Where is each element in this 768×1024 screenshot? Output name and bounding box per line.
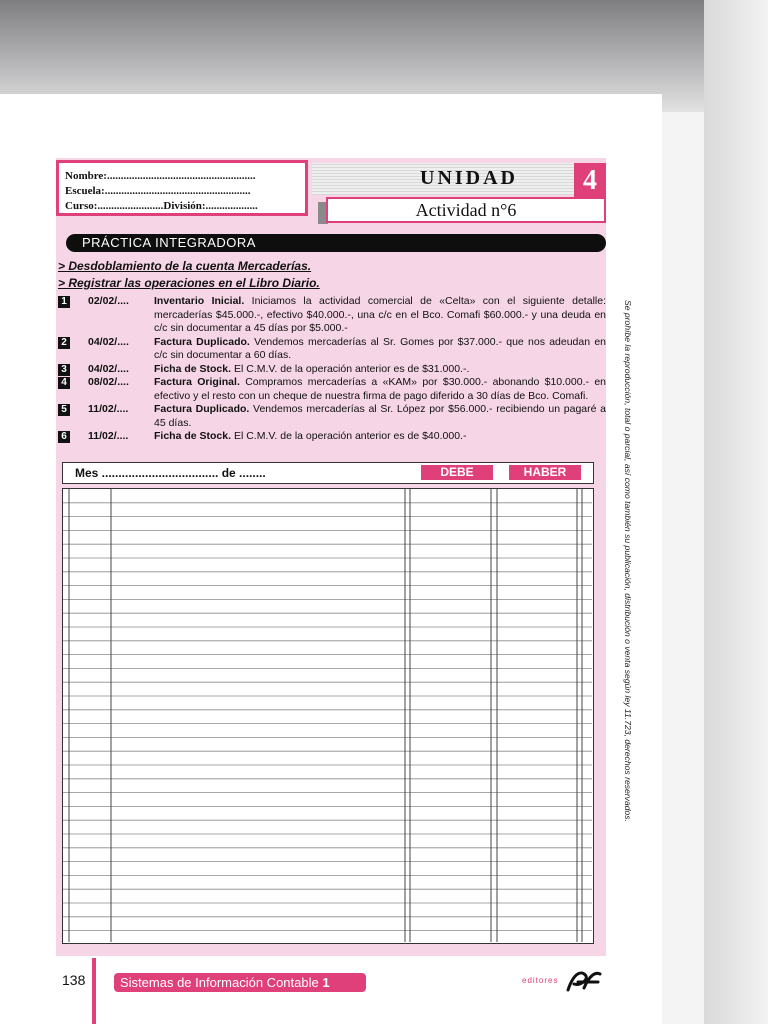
operation-text: Compramos mercaderías a «KAM» por $30.000.- abonando $10.000.- en efectivo y el resto con un cheque de nuestra firma de pago diferido a 30 días de Bco. Comafi. (154, 376, 607, 402)
publisher-label: editores (522, 976, 559, 985)
operation-item (58, 430, 608, 444)
operation-item (58, 363, 608, 377)
operation-number: 4 (58, 377, 70, 389)
operation-document: Factura Duplicado. (154, 403, 250, 415)
page-number: 138 (62, 972, 86, 988)
operation-date: 04/02/.... (88, 362, 129, 375)
operation-number: 2 (58, 337, 70, 349)
journal-ledger-grid[interactable] (62, 488, 594, 944)
bleed-through-text (684, 300, 714, 840)
operation-date: 08/02/.... (88, 376, 129, 388)
operation-document: Ficha de Stock. (154, 362, 232, 375)
operation-number: 6 (58, 431, 70, 443)
operation-item (58, 403, 608, 430)
operation-document: Ficha de Stock. (154, 430, 232, 442)
section-title-bar: PRÁCTICA INTEGRADORA (66, 234, 606, 252)
student-info-box (56, 160, 308, 216)
credit-column-header: HABER (509, 465, 581, 480)
unit-title: UNIDAD (420, 167, 518, 189)
operation-text: Vendemos mercaderías al Sr. Gomes por $37.000.- que nos adeudan en c/c sin documentar a 60 días. (154, 335, 607, 361)
operation-document: Factura Original. (154, 376, 240, 388)
publisher-logo-icon (564, 968, 604, 994)
name-field[interactable]: Nombre:...................................................... (65, 170, 256, 182)
operation-number: 3 (58, 364, 70, 376)
ledger-lines (63, 489, 592, 942)
operation-text: Iniciamos la actividad comercial de «Celta» con el siguiente detalle: mercaderías $45.000.-, efectivo $40.000.-, una c/c en el Bco. Comafi $60.000.- y una deuda en c/c sin documentar a 45 días por $5.000.- (154, 295, 606, 334)
operation-date: 02/02/.... (88, 295, 129, 307)
activity-title: Actividad n°6 (326, 197, 606, 223)
operations-list (58, 295, 608, 444)
operation-text: Vendemos mercaderías al Sr. López por $56.000.- recibiendo un pagaré a 45 días. (154, 403, 607, 429)
operation-date: 11/02/.... (88, 403, 129, 415)
book-title-badge (114, 973, 366, 992)
debit-column-header: DEBE (421, 465, 493, 480)
operation-item (58, 336, 608, 363)
footer-accent-line (92, 958, 96, 1024)
operation-text: El C.M.V. de la operación anterior es de $31.000.-. (231, 362, 470, 375)
instruction-2: > Registrar las operaciones en el Libro Diario. (58, 276, 320, 290)
operation-date: 04/02/.... (88, 335, 129, 348)
operation-number: 5 (58, 404, 70, 416)
operation-document: Inventario Inicial. (154, 295, 245, 307)
operation-date: 11/02/.... (88, 430, 129, 442)
operation-text: El C.M.V. de la operación anterior es de $40.000.- (231, 430, 467, 442)
school-field[interactable]: Escuela:..................................................... (65, 185, 251, 197)
month-field[interactable]: Mes ................................... de ........ (75, 466, 266, 480)
operation-item (58, 376, 608, 403)
book-title: Sistemas de Información Contable (120, 975, 323, 990)
operation-item (58, 295, 608, 336)
operation-document: Factura Duplicado. (154, 335, 250, 348)
instruction-1: > Desdoblamiento de la cuenta Mercaderías. (58, 259, 312, 273)
book-volume: 1 (322, 975, 330, 990)
unit-number-badge: 4 (574, 163, 606, 199)
operation-number: 1 (58, 296, 70, 308)
ledger-header (62, 462, 594, 484)
course-division-field[interactable]: Curso:........................División:................... (65, 200, 258, 212)
copyright-notice: Se prohíbe la reproducción, total o parcial, así como también su publicación, distribución o venta según ley 11.723, derechos reservados. (623, 300, 633, 822)
